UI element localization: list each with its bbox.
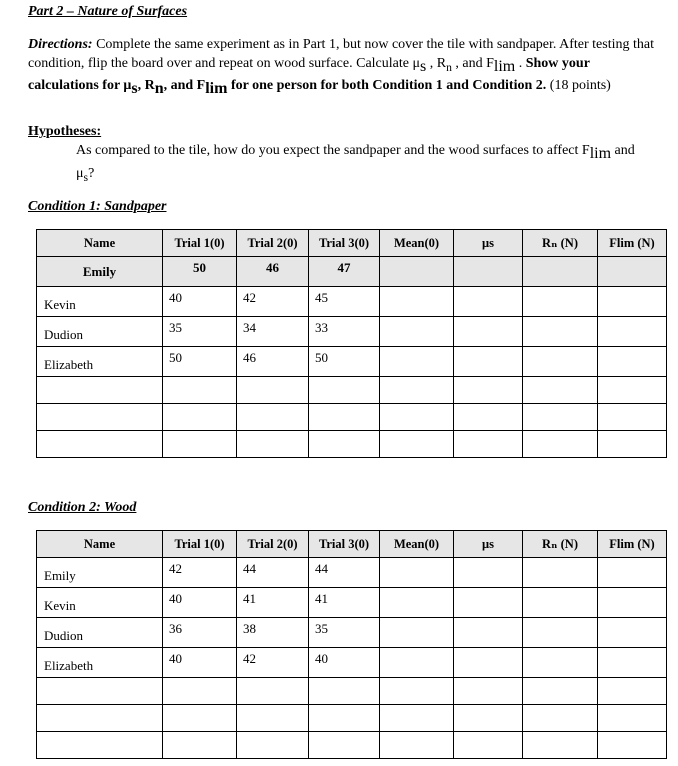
mu-s-cell[interactable] — [454, 287, 523, 317]
trial-3-cell: 35 — [309, 618, 380, 648]
mu-s-cell[interactable] — [454, 618, 523, 648]
header-mean: Mean(0) — [380, 230, 454, 257]
header-trial-1: Trial 1(0) — [163, 531, 237, 558]
name-cell: Kevin — [37, 287, 163, 317]
header-flim: Flim (N) — [598, 531, 667, 558]
mu-s-cell[interactable] — [454, 257, 523, 287]
table-row — [37, 648, 667, 678]
name-cell: Emily — [37, 558, 163, 588]
directions-text-4: . — [515, 55, 526, 71]
header-mu-s: μs — [454, 230, 523, 257]
hypotheses-question: As compared to the tile, how do you expect the sandpaper and the wood surfaces to affect $F_{lim}$ and $\mu_s$? — [76, 143, 635, 184]
name-cell: Emily — [37, 257, 163, 287]
trial-2-cell: 42 — [237, 648, 309, 678]
directions-points: (18 points) — [546, 77, 611, 93]
empty-row — [37, 377, 667, 404]
mu-s-cell[interactable] — [454, 317, 523, 347]
mu-s-cell[interactable] — [454, 648, 523, 678]
mean-cell[interactable] — [380, 347, 454, 377]
name-cell: Dudion — [37, 618, 163, 648]
mu-s-cell[interactable] — [454, 588, 523, 618]
rn-cell[interactable] — [523, 317, 598, 347]
rn-cell[interactable] — [523, 618, 598, 648]
rn-cell[interactable] — [523, 347, 598, 377]
flim-cell[interactable] — [598, 347, 667, 377]
directions-paragraph — [28, 36, 658, 98]
trial-3-cell: 50 — [309, 347, 380, 377]
trial-2-cell: 46 — [237, 257, 309, 287]
mean-cell[interactable] — [380, 558, 454, 588]
header-trial-3: Trial 3(0) — [309, 230, 380, 257]
empty-row — [37, 678, 667, 705]
mean-cell[interactable] — [380, 618, 454, 648]
trial-2-cell: 44 — [237, 558, 309, 588]
table-header-row — [37, 230, 667, 257]
directions-sub-lim: lim — [493, 57, 516, 75]
header-rn: Rₙ (N) — [523, 531, 598, 558]
table-header-row — [37, 531, 667, 558]
trial-3-cell: 47 — [309, 257, 380, 287]
table-row — [37, 347, 667, 377]
flim-cell[interactable] — [598, 588, 667, 618]
trial-3-cell: 41 — [309, 588, 380, 618]
table-row — [37, 588, 667, 618]
trial-2-cell: 46 — [237, 347, 309, 377]
directions-text-2: , R — [426, 55, 447, 71]
table-row — [37, 257, 667, 287]
rn-cell[interactable] — [523, 558, 598, 588]
mean-cell[interactable] — [380, 287, 454, 317]
name-cell: Elizabeth — [37, 648, 163, 678]
empty-row — [37, 732, 667, 759]
trial-2-cell: 38 — [237, 618, 309, 648]
directions-text-1: Complete the same experiment as in Part 1, but now cover the tile with sandpaper. After testing that condition, flip the board over and repeat on wood surface. Calculate μ — [28, 37, 654, 71]
rn-cell[interactable] — [523, 287, 598, 317]
mean-cell[interactable] — [380, 588, 454, 618]
header-trial-2: Trial 2(0) — [237, 230, 309, 257]
rn-cell[interactable] — [523, 588, 598, 618]
header-mean: Mean(0) — [380, 531, 454, 558]
flim-cell[interactable] — [598, 648, 667, 678]
trial-3-cell: 45 — [309, 287, 380, 317]
trial-1-cell: 35 — [163, 317, 237, 347]
directions-lead: Directions: — [28, 37, 93, 52]
table-row — [37, 287, 667, 317]
empty-row — [37, 404, 667, 431]
table-row — [37, 558, 667, 588]
trial-1-cell: 50 — [163, 347, 237, 377]
empty-row — [37, 431, 667, 458]
trial-2-cell: 41 — [237, 588, 309, 618]
condition-2-table — [36, 530, 667, 759]
header-trial-2: Trial 2(0) — [237, 531, 309, 558]
mean-cell[interactable] — [380, 257, 454, 287]
name-cell: Dudion — [37, 317, 163, 347]
trial-1-cell: 36 — [163, 618, 237, 648]
trial-1-cell: 40 — [163, 287, 237, 317]
rn-cell[interactable] — [523, 257, 598, 287]
flim-cell[interactable] — [598, 558, 667, 588]
condition-1-title: Condition 1: Sandpaper — [28, 199, 167, 214]
hypotheses-title: Hypotheses: — [28, 124, 102, 139]
page-title: Part 2 – Nature of Surfaces — [28, 4, 188, 19]
header-name: Name — [37, 531, 163, 558]
directions-text-3: , and F — [451, 55, 494, 71]
table-row — [37, 618, 667, 648]
header-flim: Flim (N) — [598, 230, 667, 257]
mu-s-cell[interactable] — [454, 347, 523, 377]
name-cell: Kevin — [37, 588, 163, 618]
name-cell: Elizabeth — [37, 347, 163, 377]
flim-cell[interactable] — [598, 618, 667, 648]
header-name: Name — [37, 230, 163, 257]
trial-3-cell: 40 — [309, 648, 380, 678]
header-trial-3: Trial 3(0) — [309, 531, 380, 558]
trial-1-cell: 40 — [163, 588, 237, 618]
mean-cell[interactable] — [380, 317, 454, 347]
table-row — [37, 317, 667, 347]
header-trial-1: Trial 1(0) — [163, 230, 237, 257]
rn-cell[interactable] — [523, 648, 598, 678]
mu-s-cell[interactable] — [454, 558, 523, 588]
mean-cell[interactable] — [380, 648, 454, 678]
flim-cell[interactable] — [598, 287, 667, 317]
empty-row — [37, 705, 667, 732]
trial-2-cell: 34 — [237, 317, 309, 347]
header-mu-s: μs — [454, 531, 523, 558]
flim-cell[interactable] — [598, 317, 667, 347]
condition-2-title: Condition 2: Wood — [28, 500, 137, 515]
directions-sub-n: n — [446, 60, 452, 74]
condition-1-table — [36, 229, 667, 458]
directions-sub-s: s — [419, 57, 427, 75]
trial-2-cell: 42 — [237, 287, 309, 317]
header-rn: Rₙ (N) — [523, 230, 598, 257]
trial-3-cell: 33 — [309, 317, 380, 347]
trial-1-cell: 42 — [163, 558, 237, 588]
trial-1-cell: 40 — [163, 648, 237, 678]
trial-1-cell: 50 — [163, 257, 237, 287]
directions-bold: Show your calculations for $\mu_s$, $R_n$, and $F_{lim}$ for one person for both Condition 1 and Condition 2. — [28, 55, 590, 97]
flim-cell[interactable] — [598, 257, 667, 287]
trial-3-cell: 44 — [309, 558, 380, 588]
